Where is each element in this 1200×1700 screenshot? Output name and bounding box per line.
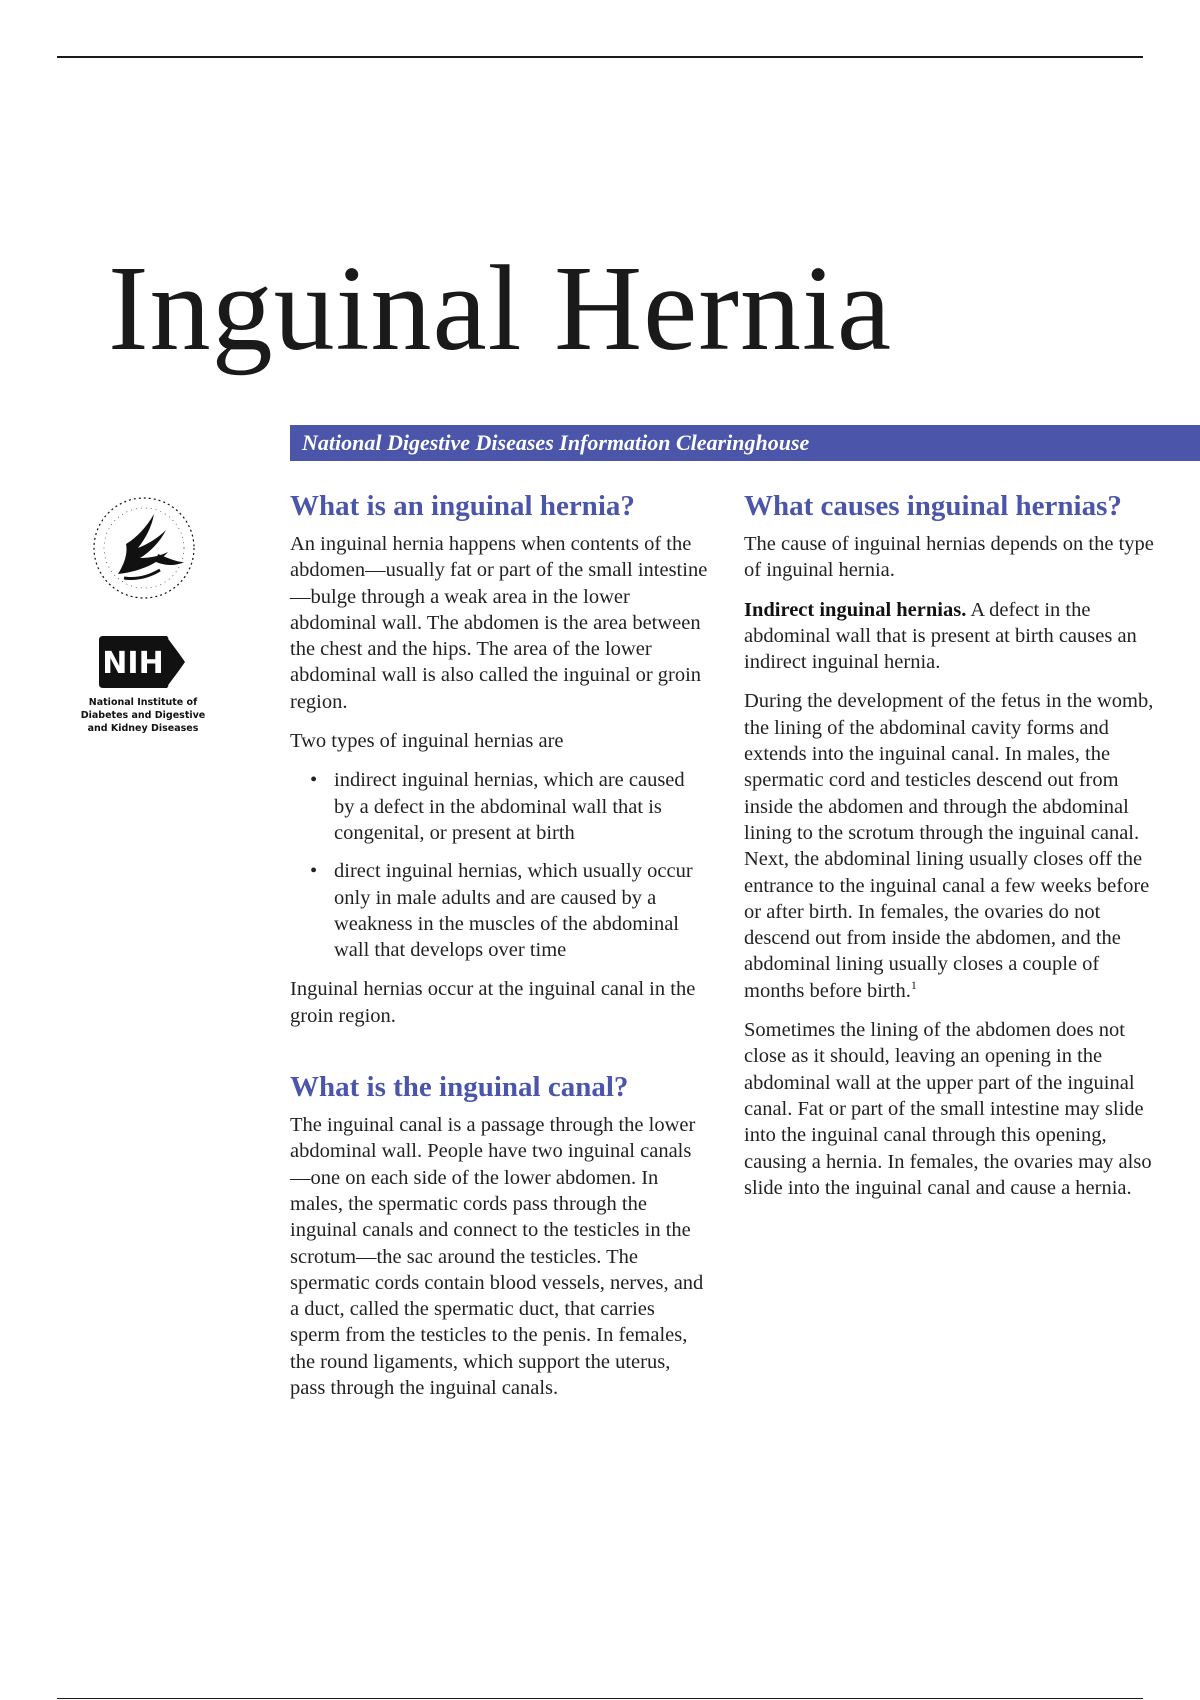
paragraph: The cause of inguinal hernias depends on the type of inguinal hernia.	[744, 533, 1154, 582]
paragraph-body: During the development of the fetus in the womb, the lining of the abdominal cavity forms and extends into the inguinal canal. In males, the spermatic cord and testicles descend out from inside the abdomen and through the abdominal lining to the scrotum through the inguinal canal. Next, the abdominal lining usually closes off the entrance to the inguinal canal a few weeks before or after birth. In females, the ovaries do not descend out from inside the abdomen, and the abdominal lining usually closes a couple of months before birth.	[744, 690, 1154, 1002]
paragraph-body: A defect in the abdominal wall that is present at birth causes an indirect inguinal hernia.	[744, 598, 1137, 674]
paragraph	[744, 688, 1164, 1004]
paragraph-lead-in: Indirect inguinal hernias.	[744, 598, 967, 621]
section-heading-canal: What is the inguinal canal?	[290, 1071, 629, 1104]
nih-caption-line: and Kidney Diseases	[87, 723, 199, 734]
top-rule	[57, 56, 1143, 58]
clearinghouse-banner: National Digestive Diseases Information Clearinghouse	[290, 425, 1200, 461]
section-heading-what-is: What is an inguinal hernia?	[290, 490, 635, 522]
left-column	[290, 488, 710, 1414]
paragraph: Inguinal hernias occur at the inguinal canal in the groin region.	[290, 978, 696, 1027]
document-title: Inguinal Hernia	[108, 241, 892, 376]
nih-logo	[78, 634, 208, 735]
paragraph: Two types of inguinal hernias are	[290, 730, 564, 753]
logo-column	[78, 492, 208, 735]
right-column	[744, 488, 1164, 1214]
paragraph: Sometimes the lining of the abdomen does not close as it should, leaving an opening in the abdominal wall at the upper part of the inguinal canal. Fat or part of the small intestine may slide into the inguinal canal through this opening, causing a hernia. In females, the ovaries may also slide into the inguinal canal and cause a hernia.	[744, 1019, 1152, 1199]
footnote-reference[interactable]: 1	[910, 977, 917, 992]
nih-logo-text: NIH	[102, 646, 164, 681]
list-item: • indirect inguinal hernias, which are caused by a defect in the abdominal wall that is congenital, or present at birth	[334, 767, 710, 846]
nih-caption	[78, 696, 208, 735]
paragraph: An inguinal hernia happens when contents of the abdomen—usually fat or part of the small intestine—bulge through a weak area in the lower abdominal wall. The abdomen is the area between the chest and the hips. The area of the lower abdominal wall is also called the inguinal or groin region.	[290, 533, 708, 713]
paragraph	[744, 597, 1164, 676]
list-item: • direct inguinal hernias, which usually occur only in male adults and are caused by a weakness in the muscles of the abdominal wall that develops over time	[334, 858, 710, 963]
paragraph: The inguinal canal is a passage through the lower abdominal wall. People have two inguinal canals—one on each side of the lower abdomen. In males, the spermatic cords pass through the inguinal canals and connect to the testicles in the scrotum—the sac around the testicles. The spermatic cords contain blood vessels, nerves, and a duct, called the spermatic duct, that carries sperm from the testicles to the penis. In females, the round ligaments, which support the uterus, pass through the inguinal canals.	[290, 1114, 704, 1400]
nih-caption-line: National Institute of	[88, 697, 198, 708]
nih-logo-mark	[97, 634, 189, 690]
bottom-rule	[57, 1698, 1143, 1699]
hernia-types-list	[290, 767, 710, 963]
section-heading-causes: What causes inguinal hernias?	[744, 490, 1122, 522]
nih-caption-line: Diabetes and Digestive	[80, 710, 206, 721]
hhs-eagle-seal-icon	[88, 492, 200, 604]
